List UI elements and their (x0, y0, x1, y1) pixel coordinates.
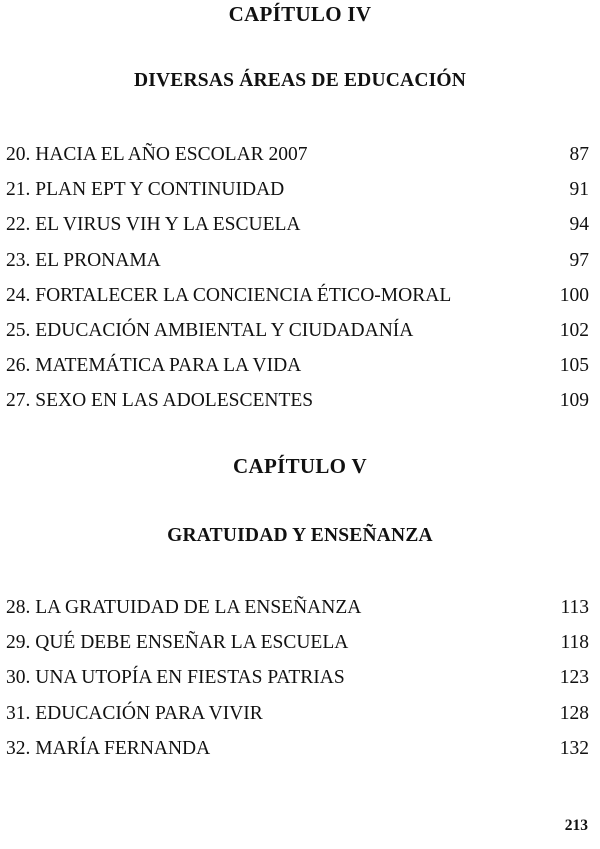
toc-entry-page: 109 (559, 390, 589, 412)
toc-entry (6, 625, 589, 660)
toc-entry-page: 128 (559, 702, 589, 724)
toc-entry-label: 29. QUÉ DEBE ENSEÑAR LA ESCUELA (6, 632, 349, 654)
toc-entry-page: 113 (560, 597, 589, 618)
toc-entry (6, 660, 589, 695)
toc-entry-label: 28. LA GRATUIDAD DE LA ENSEÑANZA (6, 597, 362, 618)
toc-entry-label: 31. EDUCACIÓN PARA VIVIR (6, 702, 263, 724)
toc-entry (6, 243, 589, 278)
toc-entry-label: 20. HACIA EL AÑO ESCOLAR 2007 (6, 144, 308, 165)
toc-entry-page: 118 (560, 632, 589, 654)
toc-entry-label: 25. EDUCACIÓN AMBIENTAL Y CIUDADANÍA (6, 319, 414, 341)
toc-entry-label: 24. FORTALECER LA CONCIENCIA ÉTICO-MORAL (6, 284, 452, 306)
toc-entry (6, 590, 589, 625)
toc-entry (6, 172, 589, 207)
toc-list-chapter-4 (6, 137, 589, 419)
toc-entry (6, 137, 589, 172)
toc-entry-label: 22. EL VIRUS VIH Y LA ESCUELA (6, 214, 301, 236)
toc-entry (6, 731, 589, 766)
toc-entry-page: 105 (559, 355, 589, 377)
toc-entry-page: 102 (559, 319, 589, 341)
page-number: 213 (564, 817, 588, 834)
toc-entry (6, 696, 589, 731)
chapter-5-title: CAPÍTULO V (233, 454, 367, 478)
chapter-4-subtitle: DIVERSAS ÁREAS DE EDUCACIÓN (133, 70, 467, 91)
toc-entry-label: 32. MARÍA FERNANDA (6, 737, 211, 759)
toc-entry-page: 132 (559, 737, 589, 759)
toc-entry-label: 23. EL PRONAMA (6, 249, 161, 271)
toc-entry-page: 123 (559, 667, 589, 689)
toc-list-chapter-5 (6, 590, 589, 766)
toc-entry (6, 278, 589, 313)
toc-entry (6, 207, 589, 242)
toc-entry-label: 30. UNA UTOPÍA EN FIESTAS PATRIAS (6, 667, 345, 689)
toc-entry-page: 87 (569, 144, 589, 165)
chapter-4-title: CAPÍTULO IV (228, 2, 372, 26)
toc-entry (6, 313, 589, 348)
toc-entry-label: 26. MATEMÁTICA PARA LA VIDA (6, 355, 302, 377)
toc-entry-label: 21. PLAN EPT Y CONTINUIDAD (6, 179, 285, 201)
toc-entry-page: 97 (569, 249, 589, 271)
toc-entry (6, 383, 589, 418)
toc-entry-page: 94 (569, 214, 589, 236)
toc-entry-page: 91 (569, 179, 589, 201)
toc-entry-page: 100 (559, 284, 589, 306)
chapter-5-subtitle: GRATUIDAD Y ENSEÑANZA (167, 525, 433, 546)
toc-entry-label: 27. SEXO EN LAS ADOLESCENTES (6, 390, 314, 412)
toc-entry (6, 348, 589, 383)
